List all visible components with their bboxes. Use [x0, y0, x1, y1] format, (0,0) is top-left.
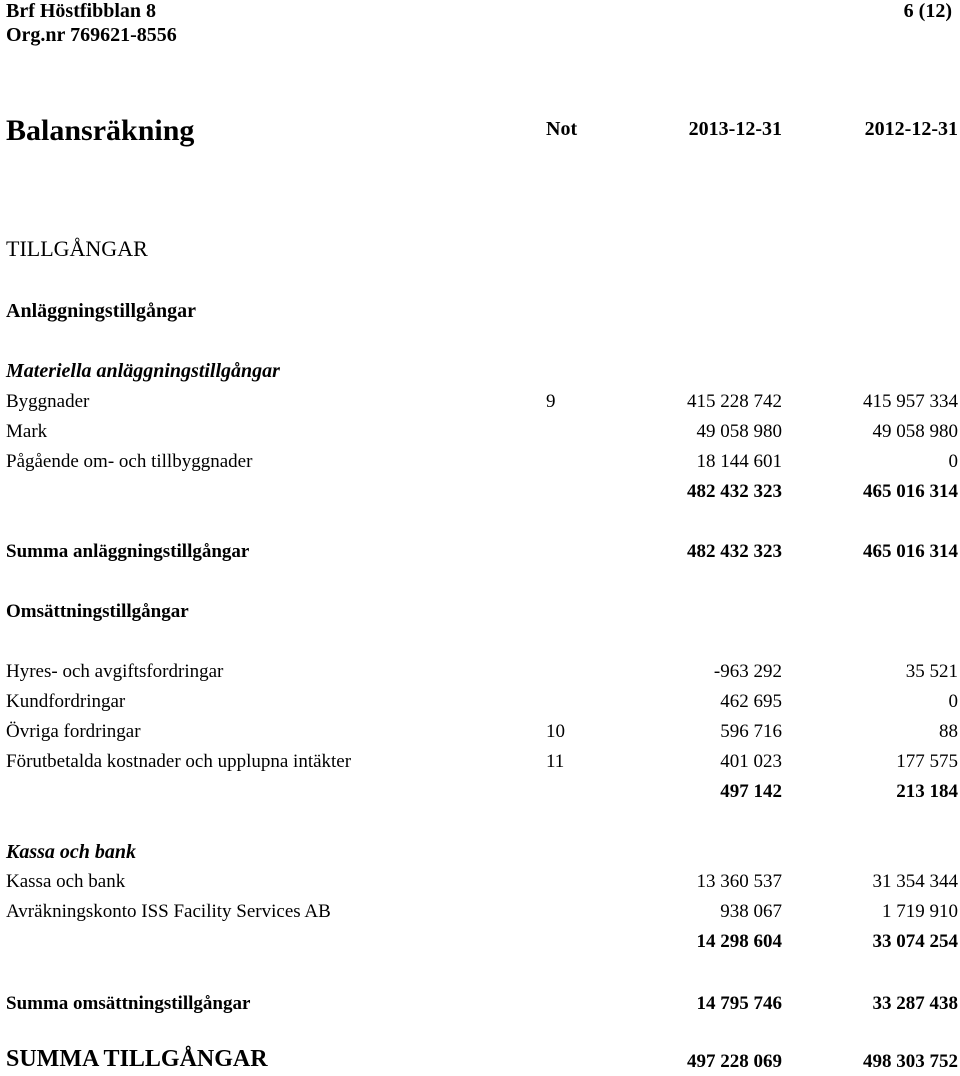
- row-value-2013: -963 292: [713, 661, 782, 682]
- grand-total-2012: 498 303 752: [863, 1051, 958, 1072]
- page-number: 6 (12): [903, 0, 952, 22]
- page-title: Balansräkning: [6, 114, 195, 147]
- subtotal-2012: 33 074 254: [872, 931, 958, 952]
- column-header-note: Not: [546, 118, 578, 140]
- subtotal-2013: 14 298 604: [696, 931, 782, 952]
- row-label: Avräkningskonto ISS Facility Services AB: [6, 901, 331, 922]
- subtotal-2012: 213 184: [896, 781, 958, 802]
- subtotal-2013: 497 142: [720, 781, 782, 802]
- row-value-2012: 0: [948, 691, 958, 712]
- section-heading-tillgangar: TILLGÅNGAR: [6, 236, 148, 261]
- row-value-2013: 415 228 742: [687, 391, 782, 412]
- column-header-year2: 2012-12-31: [864, 118, 958, 140]
- row-value-2012: 1 719 910: [882, 901, 958, 922]
- summa-2013: 14 795 746: [696, 993, 782, 1014]
- group-heading-anlaggning: Anläggningstillgångar: [6, 300, 197, 322]
- row-value-2012: 0: [948, 451, 958, 472]
- row-label: Förutbetalda kostnader och upplupna intäkter: [6, 751, 352, 772]
- row-value-2013: 49 058 980: [696, 421, 782, 442]
- subtotal-2012: 465 016 314: [863, 481, 958, 502]
- summa-2013: 482 432 323: [687, 541, 782, 562]
- subgroup-heading-materiella: Materiella anläggningstillgångar: [6, 360, 280, 382]
- grand-total-2013: 497 228 069: [687, 1051, 782, 1072]
- row-value-2013: 938 067: [720, 901, 782, 922]
- org-number: Org.nr 769621-8556: [6, 24, 177, 46]
- row-label: Pågående om- och tillbyggnader: [6, 451, 253, 472]
- row-value-2013: 462 695: [720, 691, 782, 712]
- row-note: 9: [546, 391, 556, 412]
- row-label: Hyres- och avgiftsfordringar: [6, 661, 224, 682]
- subgroup-heading-kassa: Kassa och bank: [6, 841, 137, 863]
- row-value-2012: 177 575: [896, 751, 958, 772]
- row-label: Mark: [6, 421, 48, 442]
- column-header-year1: 2013-12-31: [688, 118, 782, 140]
- row-label: Kundfordringar: [6, 691, 126, 712]
- row-value-2012: 88: [939, 721, 958, 742]
- summa-2012: 465 016 314: [863, 541, 958, 562]
- row-note: 11: [546, 751, 565, 772]
- row-value-2012: 31 354 344: [872, 871, 958, 892]
- row-value-2012: 35 521: [905, 661, 958, 682]
- row-value-2013: 596 716: [720, 721, 782, 742]
- row-label: Övriga fordringar: [6, 721, 141, 742]
- row-note: 10: [546, 721, 565, 742]
- company-name: Brf Höstfibblan 8: [6, 0, 157, 22]
- row-value-2013: 13 360 537: [696, 871, 782, 892]
- row-value-2013: 401 023: [720, 751, 782, 772]
- row-label: Byggnader: [6, 391, 90, 412]
- grand-total-label: SUMMA TILLGÅNGAR: [6, 1046, 268, 1072]
- row-value-2012: 415 957 334: [863, 391, 958, 412]
- summa-2012: 33 287 438: [872, 993, 958, 1014]
- row-value-2012: 49 058 980: [872, 421, 958, 442]
- summa-label: Summa anläggningstillgångar: [6, 541, 250, 562]
- summa-label: Summa omsättningstillgångar: [6, 993, 251, 1014]
- subtotal-2013: 482 432 323: [687, 481, 782, 502]
- row-value-2013: 18 144 601: [696, 451, 782, 472]
- row-label: Kassa och bank: [6, 871, 126, 892]
- group-heading-omsattning: Omsättningstillgångar: [6, 601, 189, 622]
